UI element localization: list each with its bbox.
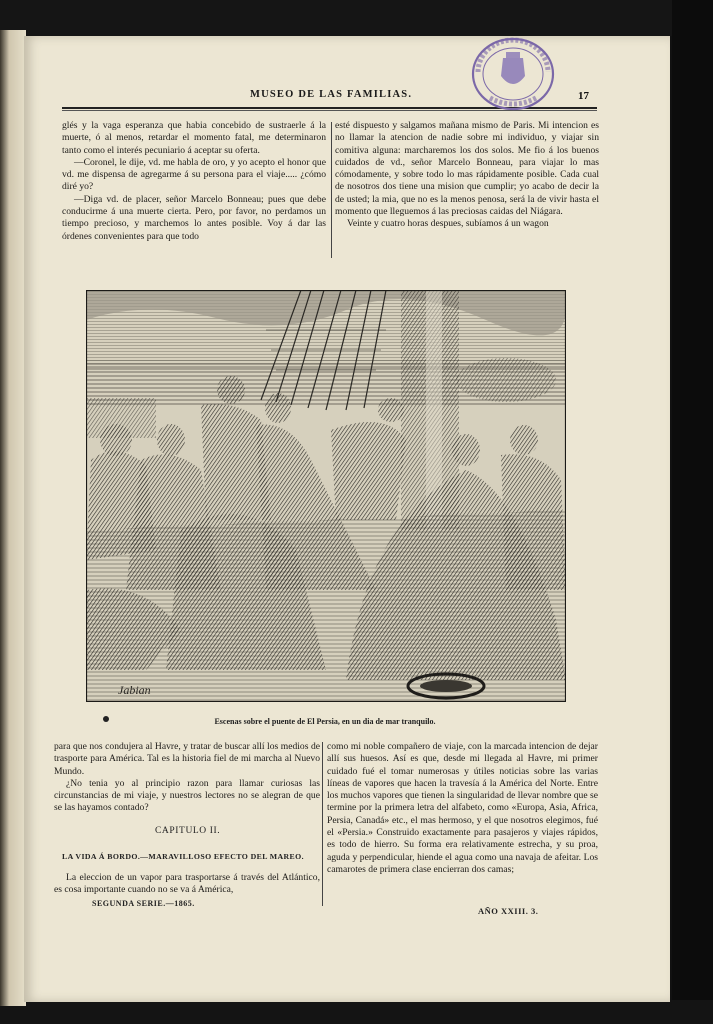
top-right-column (335, 120, 599, 231)
scan-border-top (0, 0, 713, 36)
page-gutter (0, 30, 26, 1006)
volume-footer: AÑO XXIII. 3. (478, 906, 539, 916)
scan-border-right (672, 0, 713, 1024)
paragraph: Veinte y cuatro horas despues, subíamos á un wagon (347, 218, 549, 230)
library-stamp (470, 36, 556, 112)
paragraph: —Diga vd. de placer, señor Marcelo Bonneau; pues que debe conducirme á una muerte cierta. Pero, por favor, no perdamos un tiempo precioso, y marchemos lo antes posible. Voy á dar las órdenes convenientes para que todo (62, 193, 326, 242)
paragraph: para que nos condujera al Havre, y tratar de buscar allí los medios de trasporte para América. Tal es la historia fiel de mi marcha al Nuevo Mundo. (54, 741, 320, 777)
paragraph: ¿No tenia yo al principio razon para llamar curiosas las circunstancias de mi viaje, y nuestros lectores no se alegran de que se las hayamos contado? (54, 777, 320, 814)
paragraph: —Coronel, le dije, vd. me habla de oro, y yo acepto el honor que vd. me dispensa de agregarme á su persona para el viaje..... ¿cómo diré yo? (62, 156, 326, 193)
bottom-right-column (327, 741, 598, 876)
chapter-first-paragraph (54, 872, 320, 897)
column-divider (331, 122, 332, 258)
paragraph: como mi noble compañero de viaje, con la marcada intencion de dejar allí sus huesos. Así es que, desde mi llegada al Havre, mi primer cuidado fué el tomar numerosas y útiles noticias sobre las varias líneas de vapores que hacen la travesía á la América del Norte. Entre los muchos vapores que tienen la singularidad de llevar nombre que se termine por la primera letra del alfabeto, como «Europa, Asia, Africa, Persia, Canadá» etc., el mas hermoso, y el que nosotros elegimos, fué el «Persia.» Construido exactamente para pasajeros y viajes rápidos, es todo de hierro. Su forma era relativamente estrecha, y su proa, aguda y perpendicular, hiende el agua como una navaja de afeitar. Los camarotes de primera clase encierran dos camas; (327, 741, 598, 875)
chapter-subtitle: LA VIDA Á BORDO.—MARAVILLOSO EFECTO DEL MAREO. (62, 852, 304, 861)
paragraph: glés y la vaga esperanza que habia concebido de sustraerle á la muerte, ó al menos, retardar el momento fatal, me determinaron tanto como el interés pecuniario á aceptar su oferta. (62, 120, 326, 156)
series-footer: SEGUNDA SERIE.—1865. (92, 899, 195, 908)
illustration-caption: Escenas sobre el puente de El Persia, en un dia de mar tranquilo. (214, 717, 436, 726)
column-divider (322, 742, 323, 906)
paragraph: esté dispuesto y salgamos mañana mismo de Paris. Mi intencion es no llamar la atencion de nadie sobre mi individuo, y viajar sin comitiva alguna: marcharemos los dos solos. Me fio á los buenos cuidados de vd., señor Marcelo Bonneau, para viajar lo mas cómodamente, y sobre todo lo mas rápidamente posible. Cada cual de nosotros dos tiene una mision que cumplir; yo acabo de decir la de usted; la mia, que no es la menos penosa, será la de vivir hasta el momento que lleguemos á las preciosas caidas del Niágara. (335, 120, 599, 218)
chapter-title: CAPITULO II. (155, 826, 221, 836)
engraving-illustration (86, 290, 566, 702)
scan-border-bottom (0, 1000, 713, 1024)
bottom-left-column (54, 741, 320, 815)
page-number: 17 (578, 90, 589, 102)
top-left-column (62, 120, 326, 243)
running-title: MUSEO DE LAS FAMILIAS. (250, 89, 413, 100)
paragraph: La eleccion de un vapor para trasportarse á través del Atlántico, es cosa importante cuando no se va á América, (54, 872, 320, 896)
engraver-signature: Jabian (118, 683, 151, 697)
